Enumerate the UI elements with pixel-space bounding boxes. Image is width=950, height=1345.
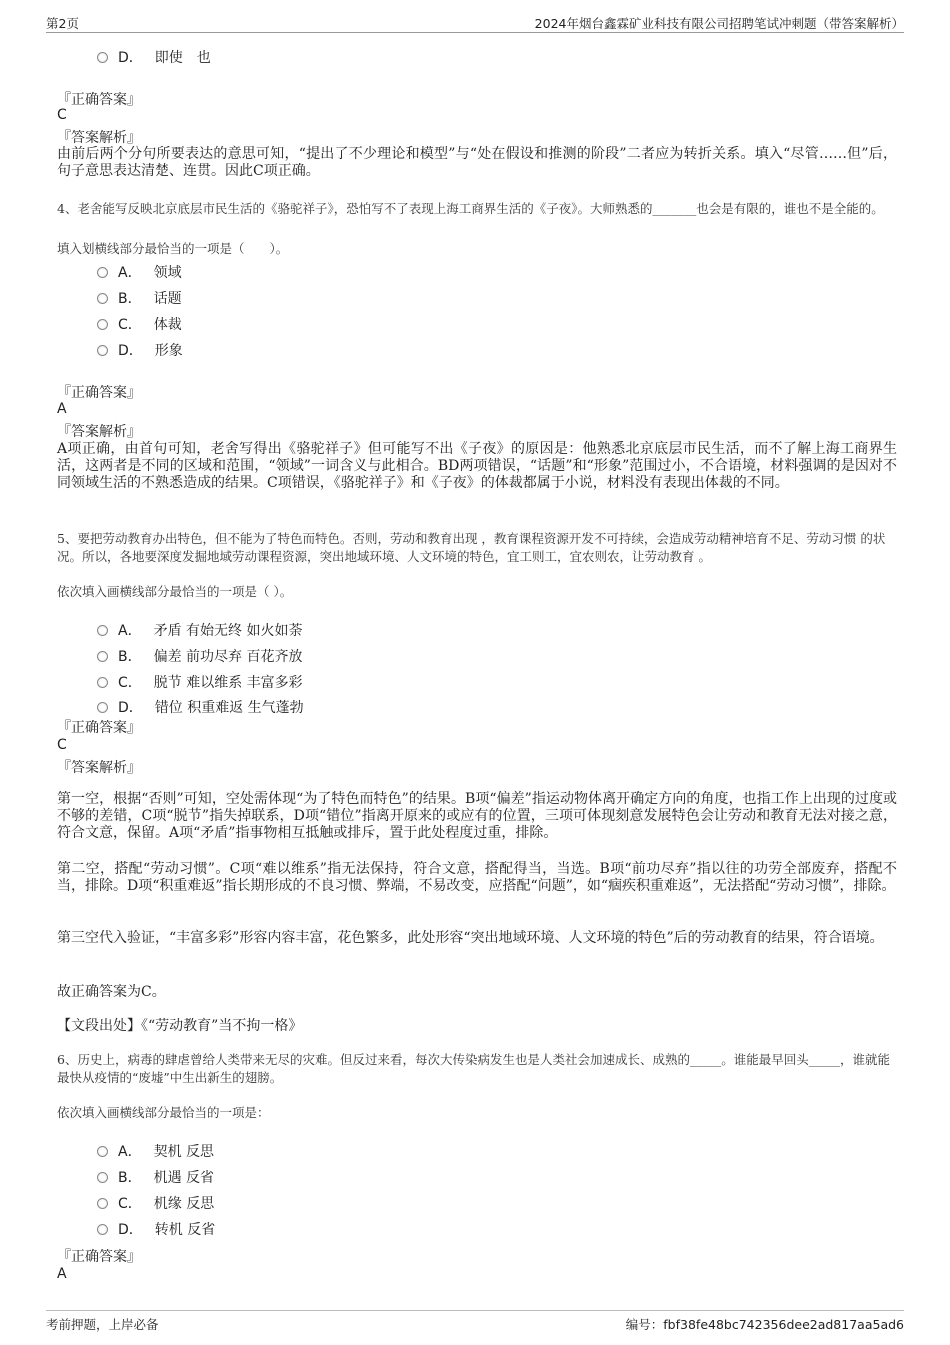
q5-stem: 5、要把劳动教育办出特色，但不能为了特色而特色。否则，劳动和教育出现 ，教育课程资源开发不可持续，会造成劳动精神培育不足、劳动习惯 的状况。所以，各地要深度发掘地域劳动课程资源，突出地域环境、人文环境的特色，宜工则工，宜农则农，让劳动教育 。 [57, 531, 886, 564]
radio-icon[interactable] [97, 267, 108, 278]
q4-stem: 4、老舍能写反映北京底层市民生活的《骆驼祥子》，恐怕写不了表现上海工商界生活的《子夜》。大师熟悉的_______也会是有限的，谁也不是全能的。 [57, 201, 884, 216]
q6-option-d[interactable]: D． 转机 反省 [97, 1219, 215, 1239]
document-id: 编号：fbf38fe48bc742356dee2ad817aa5ad6 [625, 1317, 904, 1332]
radio-icon[interactable] [97, 677, 108, 688]
radio-icon[interactable] [97, 1146, 108, 1157]
q6-stem: 6、历史上，病毒的肆虐曾给人类带来无尽的灾难。但反过来看，每次大传染病发生也是人类社会加速成长、成熟的_____。谁能最早回头_____，谁就能最快从疫情的“废墟”中生出新生的翅膀。 [57, 1052, 890, 1085]
document-title: 2024年烟台鑫霖矿业科技有限公司招聘笔试冲刺题（带答案解析） [534, 16, 904, 31]
q4-option-d[interactable]: D． 形象 [97, 340, 183, 360]
q6-option-c[interactable]: C． 机缘 反思 [97, 1193, 214, 1213]
q6-prompt: 依次填入画横线部分最恰当的一项是： [57, 1105, 270, 1120]
q5-analysis-4: 故正确答案为C。 [57, 984, 166, 1000]
page-footer [46, 1310, 904, 1335]
q5-option-a[interactable]: A． 矛盾 有始无终 如火如荼 [97, 620, 302, 640]
q5-option-b[interactable]: B． 偏差 前功尽弃 百花齐放 [97, 646, 303, 666]
page-number: 第2页 [46, 16, 79, 31]
radio-icon[interactable] [97, 52, 108, 63]
q3-analysis-label: 『答案解析』 [57, 130, 141, 146]
q5-option-d[interactable]: D． 错位 积重难返 生气蓬勃 [97, 697, 304, 717]
radio-icon[interactable] [97, 1198, 108, 1209]
q5-source: 【文段出处】《“劳动教育”当不拘一格》 [57, 1018, 303, 1034]
radio-icon[interactable] [97, 345, 108, 356]
q4-correct-label: 『正确答案』 [57, 385, 141, 401]
q4-option-c[interactable]: C． 体裁 [97, 314, 182, 334]
q6-option-a[interactable]: A． 契机 反思 [97, 1141, 214, 1161]
q5-analysis-2: 第二空，搭配“劳动习惯”。C项“难以维系”指无法保持，符合文意，搭配得当，当选。B项“前功尽弃”指以往的功劳全部废弃，搭配不当，排除。D项“积重难返”指长期形成的不良习惯、弊端，不易改变，应搭配“问题”，如“痼疾积重难返”，无法搭配“劳动习惯”，排除。 [57, 861, 897, 894]
footer-slogan: 考前押题，上岸必备 [46, 1317, 159, 1332]
q3-answer: C [57, 107, 67, 123]
q3-option-d[interactable]: D． 即使 也 [97, 47, 211, 67]
q3-analysis: 由前后两个分句所要表达的意思可知，“提出了不少理论和模型”与“处在假设和推测的阶段”二者应为转折关系。填入“尽管……但”后，句子意思表达清楚、连贯。因此C项正确。 [57, 146, 897, 179]
radio-icon[interactable] [97, 651, 108, 662]
q4-analysis-label: 『答案解析』 [57, 424, 141, 440]
q4-prompt: 填入划横线部分最恰当的一项是（ ）。 [57, 241, 289, 256]
radio-icon[interactable] [97, 1224, 108, 1235]
page-header [46, 14, 904, 33]
q6-answer: A [57, 1266, 67, 1282]
radio-icon[interactable] [97, 702, 108, 713]
q6-correct-label: 『正确答案』 [57, 1249, 141, 1265]
q4-analysis: A项正确，由首句可知，老舍写得出《骆驼祥子》但可能写不出《子夜》的原因是：他熟悉北京底层市民生活，而不了解上海工商界生活，这两者是不同的区域和范围，“领域”一词含义与此相合。BD两项错误，“话题”和“形象”范围过小，不合语境，材料强调的是因对不同领域生活的不熟悉造成的结果。C项错误，《骆驼祥子》和《子夜》的体裁都属于小说，材料没有表现出体裁的不同。 [57, 441, 897, 491]
q5-prompt: 依次填入画横线部分最恰当的一项是（ ）。 [57, 584, 293, 599]
q6-option-b[interactable]: B． 机遇 反省 [97, 1167, 214, 1187]
radio-icon[interactable] [97, 319, 108, 330]
q4-option-a[interactable]: A． 领域 [97, 262, 182, 282]
radio-icon[interactable] [97, 293, 108, 304]
q5-analysis-3: 第三空代入验证，“丰富多彩”形容内容丰富，花色繁多，此处形容“突出地域环境、人文环境的特色”后的劳动教育的结果，符合语境。 [57, 930, 884, 946]
q5-analysis-label: 『答案解析』 [57, 760, 141, 776]
q5-analysis-1: 第一空，根据“否则”可知，空处需体现“为了特色而特色”的结果。B项“偏差”指运动物体离开确定方向的角度，也指工作上出现的过度或不够的差错，C项“脱节”指失掉联系，D项“错位”指离开原来的或应有的位置，三项可体现刻意发展特色会让劳动和教育无法对接之意，符合文意，保留。A项“矛盾”指事物相互抵触或排斥，置于此处程度过重，排除。 [57, 791, 897, 841]
q5-option-c[interactable]: C． 脱节 难以维系 丰富多彩 [97, 672, 303, 692]
q5-answer: C [57, 737, 67, 753]
q3-correct-label: 『正确答案』 [57, 92, 141, 108]
q5-correct-label: 『正确答案』 [57, 720, 141, 736]
radio-icon[interactable] [97, 625, 108, 636]
radio-icon[interactable] [97, 1172, 108, 1183]
q4-answer: A [57, 401, 67, 417]
q4-option-b[interactable]: B． 话题 [97, 288, 182, 308]
